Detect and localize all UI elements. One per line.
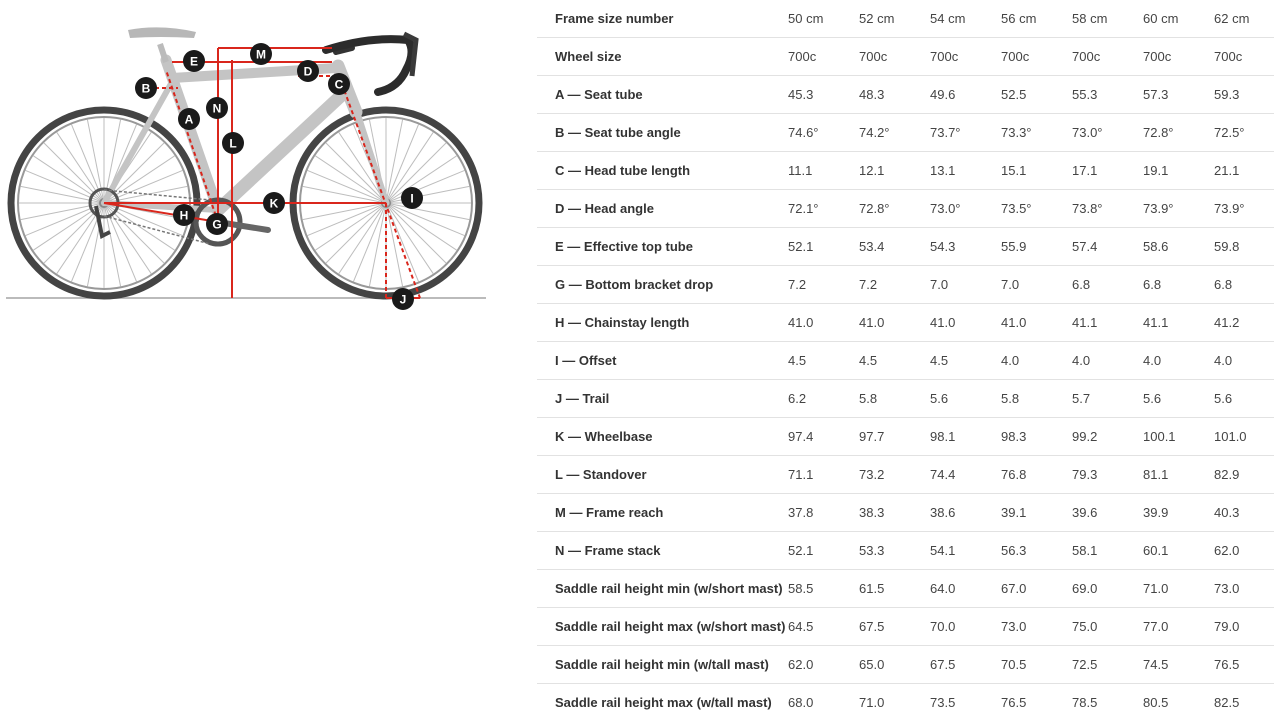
table-cell: 72.8° [1143,114,1214,152]
table-cell: 70.0 [930,608,1001,646]
table-cell: 79.0 [1214,608,1274,646]
table-cell: 52.1 [788,532,859,570]
table-cell: 41.2 [1214,304,1274,342]
table-cell: 73.0° [1072,114,1143,152]
marker-C [328,73,350,95]
table-cell: 75.0 [1072,608,1143,646]
svg-text:A: A [184,112,194,127]
table-cell: 71.0 [1143,570,1214,608]
table-cell: 15.1 [1001,152,1072,190]
table-row [537,570,1274,608]
table-row [537,646,1274,684]
table-cell: 58.5 [788,570,859,608]
table-row [537,418,1274,456]
table-cell: 79.3 [1072,456,1143,494]
marker-E [183,50,205,72]
table-cell: 74.2° [859,114,930,152]
table-cell: 700c [1001,38,1072,76]
table-cell: 74.5 [1143,646,1214,684]
table-cell: 80.5 [1143,695,1169,710]
geometry-table [537,0,1274,713]
size-header: 52 cm [859,0,930,38]
marker-J [392,288,414,310]
row-label: L — Standover [537,456,788,494]
table-cell: 54.3 [930,228,1001,266]
table-cell: 101.0 [1214,418,1274,456]
table-cell: 82.9 [1214,456,1274,494]
row-label: Wheel size [537,38,788,76]
table-cell: 7.2 [859,266,930,304]
table-cell: 7.0 [930,266,1001,304]
table-cell: 82.5 [1214,695,1240,710]
table-cell: 71.1 [788,456,859,494]
table-cell: 76.5 [1214,646,1274,684]
table-cell: 40.3 [1214,494,1274,532]
table-cell: 72.5 [1072,646,1143,684]
table-cell: 6.8 [1072,266,1143,304]
table-cell: 100.1 [1143,418,1214,456]
table-cell: 97.7 [859,418,930,456]
svg-text:C: C [334,77,344,92]
table-cell: 41.0 [859,304,930,342]
table-cell: 59.3 [1214,76,1274,114]
table-cell: 73.2 [859,456,930,494]
marker-G [206,213,228,235]
table-cell: 45.3 [788,76,859,114]
table-cell: 62.0 [788,646,859,684]
table-row [537,152,1274,190]
table-cell: 39.9 [1143,494,1214,532]
table-cell: 73.9° [1143,190,1214,228]
table-cell: 53.3 [859,532,930,570]
table-cell: 55.3 [1072,76,1143,114]
table-cell: 700c [788,38,859,76]
table-cell: 98.1 [930,418,1001,456]
table-cell: 77.0 [1143,608,1214,646]
table-cell: 98.3 [1001,418,1072,456]
row-label: A — Seat tube [537,76,788,114]
svg-text:H: H [179,208,189,223]
table-cell: 21.1 [1214,152,1274,190]
table-row [537,532,1274,570]
table-cell: 5.6 [1143,380,1214,418]
table-row [537,494,1274,532]
table-cell: 64.5 [788,608,859,646]
table-cell: 74.6° [788,114,859,152]
table-row [537,38,1274,76]
table-cell: 4.5 [859,342,930,380]
table-cell: 73.0° [930,190,1001,228]
table-cell: 68.0 [788,695,814,710]
table-cell: 67.5 [930,646,1001,684]
table-cell: 38.6 [930,494,1001,532]
table-cell: 4.0 [1143,342,1214,380]
table-cell: 38.3 [859,494,930,532]
table-row [537,304,1274,342]
table-cell: 12.1 [859,152,930,190]
marker-I [401,187,423,209]
row-label: Saddle rail height min (w/short mast) [537,570,788,608]
table-cell: 4.5 [788,342,859,380]
row-label: Saddle rail height max (w/tall mast) [555,695,772,710]
svg-text:D: D [303,64,313,79]
row-label: I — Offset [537,342,788,380]
marker-L [222,132,244,154]
svg-text:N: N [212,101,222,116]
table-cell: 49.6 [930,76,1001,114]
table-row [537,228,1274,266]
table-cell: 62.0 [1214,532,1274,570]
table-row [537,380,1274,418]
marker-A [178,108,200,130]
svg-text:E: E [189,54,199,69]
row-label: D — Head angle [537,190,788,228]
size-header: 62 cm [1214,0,1274,38]
row-label: K — Wheelbase [537,418,788,456]
marker-D [297,60,319,82]
table-cell: 72.5° [1214,114,1274,152]
marker-M [250,43,272,65]
table-row [537,76,1274,114]
table-cell: 37.8 [788,494,859,532]
row-label: G — Bottom bracket drop [537,266,788,304]
table-cell: 60.1 [1143,532,1214,570]
header-label: Frame size number [537,0,788,38]
size-header: 60 cm [1143,0,1214,38]
table-cell: 41.1 [1072,304,1143,342]
table-cell: 13.1 [930,152,1001,190]
svg-text:G: G [212,217,222,232]
table-cell: 73.0 [1214,570,1274,608]
table-cell: 700c [859,38,930,76]
marker-B [135,77,157,99]
geometry-table-body [537,0,1274,713]
table-cell: 71.0 [859,695,885,710]
marker-N [206,97,228,119]
table-cell: 11.1 [788,152,859,190]
svg-text:B: B [141,81,151,96]
row-label: B — Seat tube angle [537,114,788,152]
svg-text:M: M [256,47,266,62]
table-cell: 58.6 [1143,228,1214,266]
table-row [537,608,1274,646]
bike-geometry-diagram [0,0,500,310]
row-label: N — Frame stack [537,532,788,570]
table-cell: 39.6 [1072,494,1143,532]
table-cell: 78.5 [1072,695,1098,710]
table-cell: 5.6 [1214,380,1274,418]
row-label: C — Head tube length [537,152,788,190]
table-cell: 81.1 [1143,456,1214,494]
marker-K [263,192,285,214]
table-cell: 57.4 [1072,228,1143,266]
table-cell: 4.0 [1214,342,1274,380]
saddle [128,27,196,38]
table-cell: 72.1° [788,190,859,228]
row-label: E — Effective top tube [537,228,788,266]
svg-text:J: J [399,292,407,307]
table-cell: 41.1 [1143,304,1214,342]
table-header-row [537,0,1274,38]
row-label: Saddle rail height min (w/tall mast) [537,646,788,684]
table-row [537,266,1274,304]
table-cell: 73.9° [1214,190,1274,228]
svg-text:L: L [229,136,237,151]
table-row [537,114,1274,152]
table-row [537,684,1274,713]
size-header: 58 cm [1072,0,1143,38]
row-label: M — Frame reach [537,494,788,532]
table-cell: 53.4 [859,228,930,266]
table-cell: 54.1 [930,532,1001,570]
table-cell: 73.8° [1072,190,1143,228]
table-cell: 4.0 [1001,342,1072,380]
table-cell: 76.8 [1001,456,1072,494]
table-cell: 52.5 [1001,76,1072,114]
table-cell: 700c [930,38,1001,76]
table-cell: 5.7 [1072,380,1143,418]
table-cell: 41.0 [930,304,1001,342]
table-cell: 19.1 [1143,152,1214,190]
table-cell: 17.1 [1072,152,1143,190]
table-cell: 65.0 [859,646,930,684]
table-cell: 73.0 [1001,608,1072,646]
table-cell: 67.0 [1001,570,1072,608]
table-cell: 59.8 [1214,228,1274,266]
table-cell: 72.8° [859,190,930,228]
table-cell: 57.3 [1143,76,1214,114]
table-cell: 6.8 [1143,266,1214,304]
table-cell: 5.8 [1001,380,1072,418]
table-cell: 7.2 [788,266,859,304]
svg-text:I: I [410,191,414,206]
table-cell: 5.6 [930,380,1001,418]
table-cell: 56.3 [1001,532,1072,570]
table-cell: 4.0 [1072,342,1143,380]
table-cell: 700c [1143,38,1214,76]
table-cell: 700c [1072,38,1143,76]
table-row [537,456,1274,494]
table-cell: 73.5 [930,695,956,710]
table-cell: 41.0 [1001,304,1072,342]
table-cell: 52.1 [788,228,859,266]
table-cell: 73.7° [930,114,1001,152]
table-cell: 76.5 [1001,695,1027,710]
table-cell: 4.5 [930,342,1001,380]
table-cell: 61.5 [859,570,930,608]
table-cell: 48.3 [859,76,930,114]
size-header: 56 cm [1001,0,1072,38]
size-header: 50 cm [788,0,859,38]
table-cell: 5.8 [859,380,930,418]
table-cell: 70.5 [1001,646,1072,684]
table-cell: 73.3° [1001,114,1072,152]
table-cell: 6.2 [788,380,859,418]
table-cell: 99.2 [1072,418,1143,456]
table-cell: 67.5 [859,608,930,646]
row-label: H — Chainstay length [537,304,788,342]
marker-H [173,204,195,226]
table-cell: 74.4 [930,456,1001,494]
table-cell: 64.0 [930,570,1001,608]
table-cell: 55.9 [1001,228,1072,266]
row-label: Saddle rail height max (w/short mast) [537,608,788,646]
size-header: 54 cm [930,0,1001,38]
table-row [537,342,1274,380]
table-cell: 58.1 [1072,532,1143,570]
row-label: J — Trail [537,380,788,418]
table-cell: 7.0 [1001,266,1072,304]
table-cell: 41.0 [788,304,859,342]
table-cell: 97.4 [788,418,859,456]
table-cell: 69.0 [1072,570,1143,608]
svg-text:K: K [269,196,279,211]
table-cell: 6.8 [1214,266,1274,304]
table-row [537,190,1274,228]
table-cell: 39.1 [1001,494,1072,532]
table-cell: 700c [1214,38,1274,76]
table-cell: 73.5° [1001,190,1072,228]
